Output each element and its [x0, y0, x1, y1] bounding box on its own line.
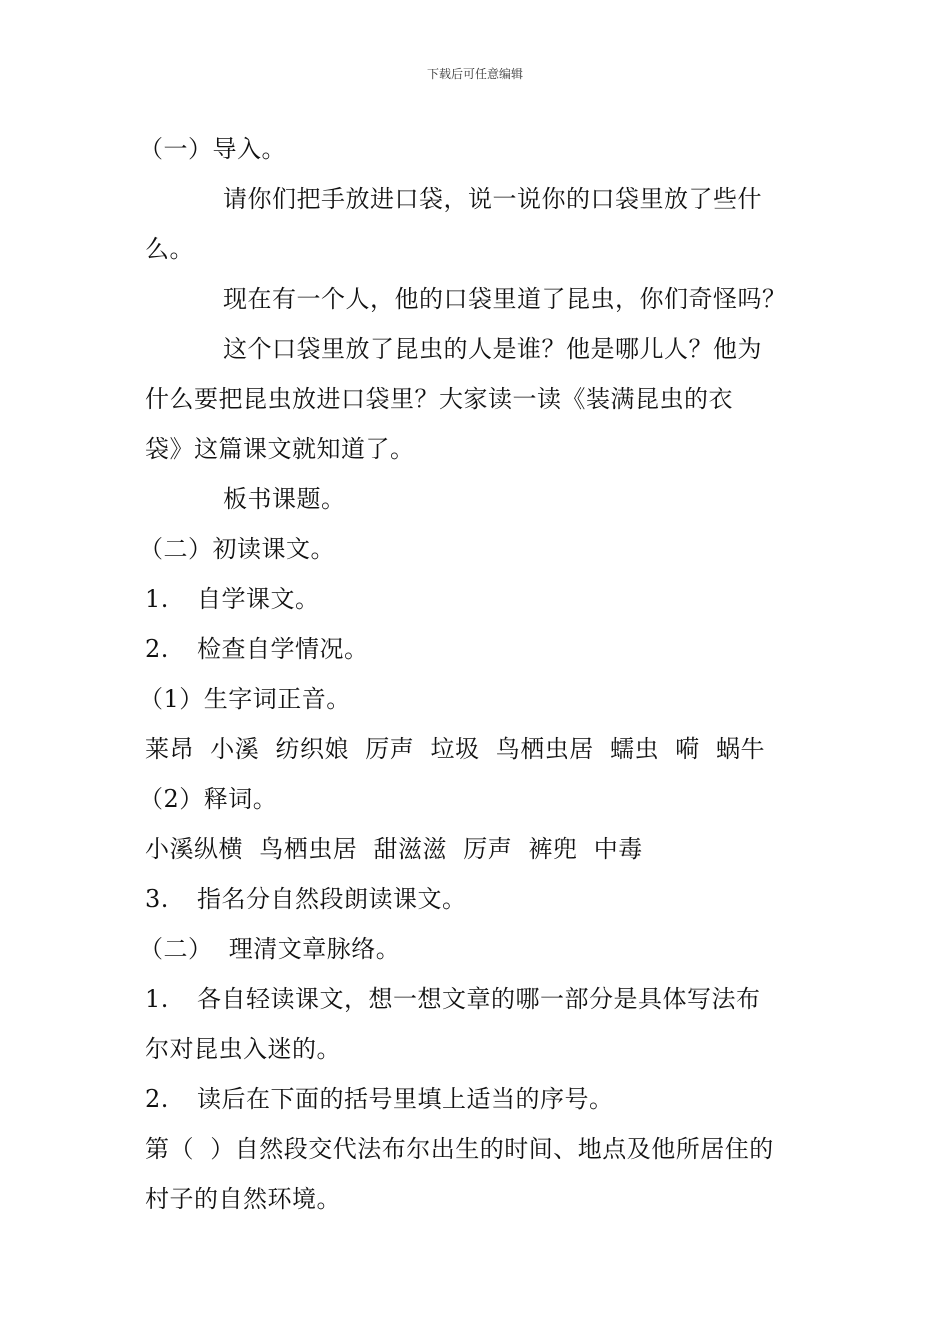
section-heading-intro: （一）导入。 — [139, 135, 286, 163]
item-number: 2. — [145, 635, 169, 663]
page-header: 下载后可任意编辑 — [426, 67, 523, 81]
item-number: 2. — [145, 1085, 169, 1113]
item-text: 检查自学情况。 — [197, 635, 369, 663]
paragraph-line: 袋》这篇课文就知道了。 — [145, 435, 415, 463]
item-number: 3. — [145, 885, 169, 913]
numbered-item — [145, 874, 815, 924]
section-heading-first-reading: （二）初读课文。 — [139, 535, 335, 563]
item-text: 自学课文。 — [197, 585, 320, 613]
paragraph-line: 现在有一个人，他的口袋里道了昆虫，你们奇怪吗？ — [223, 285, 787, 313]
numbered-item — [145, 974, 815, 1024]
paragraph-line: 什么要把昆虫放进口袋里？大家读一读《装满昆虫的衣 — [145, 385, 733, 413]
numbered-item — [145, 624, 815, 674]
paragraph-line: 板书课题。 — [223, 485, 346, 513]
sub-item: （2）释词。 — [139, 785, 278, 813]
sub-item: （1）生字词正音。 — [139, 685, 351, 713]
item-text: 指名分自然段朗读课文。 — [197, 885, 467, 913]
numbered-item — [145, 574, 815, 624]
paragraph-line: 第（ ）自然段交代法布尔出生的时间、地点及他所居住的 — [145, 1135, 774, 1163]
numbered-item — [145, 1074, 815, 1124]
item-text: 读后在下面的括号里填上适当的序号。 — [197, 1085, 614, 1113]
paragraph-line: 尔对昆虫入迷的。 — [145, 1035, 341, 1063]
item-number: 1. — [145, 585, 169, 613]
paragraph-line: 么。 — [145, 235, 194, 263]
word-list: 莱昂 小溪 纺织娘 厉声 垃圾 鸟栖虫居 蠕虫 嗬 蜗牛 — [145, 735, 766, 763]
paragraph-line: 村子的自然环境。 — [145, 1185, 341, 1213]
item-text: 各自轻读课文，想一想文章的哪一部分是具体写法布 — [197, 985, 761, 1013]
paragraph-line: 请你们把手放进口袋，说一说你的口袋里放了些什 — [223, 185, 762, 213]
item-number: 1. — [145, 985, 169, 1013]
document-body — [139, 124, 815, 1224]
word-list: 小溪纵横 鸟栖虫居 甜滋滋 厉声 裤兜 中毒 — [145, 835, 643, 863]
section-heading-structure: （二） 理清文章脉络。 — [139, 935, 401, 963]
paragraph-line: 这个口袋里放了昆虫的人是谁？他是哪儿人？他为 — [223, 335, 762, 363]
